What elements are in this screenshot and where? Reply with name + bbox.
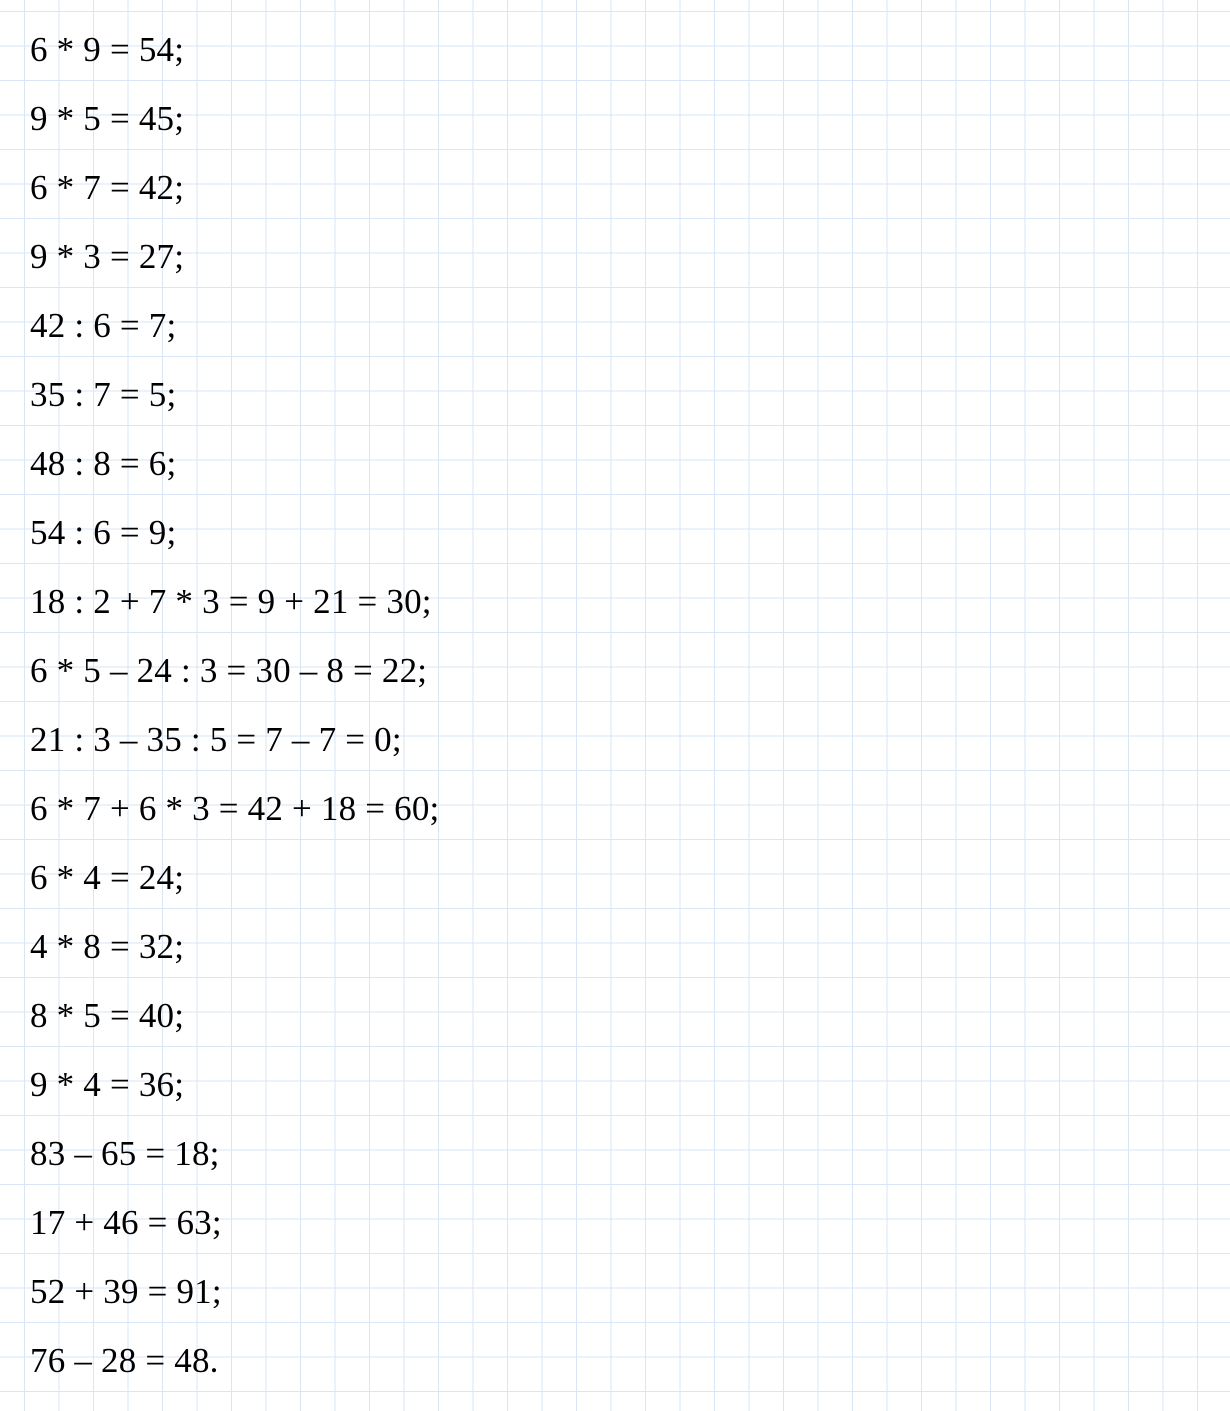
- equation-line: 4 * 8 = 32;: [30, 927, 185, 966]
- equation-line: 6 * 9 = 54;: [30, 30, 185, 69]
- equation-line: 35 : 7 = 5;: [30, 375, 177, 414]
- equation-line: 8 * 5 = 40;: [30, 996, 185, 1035]
- equation-line: 9 * 3 = 27;: [30, 237, 185, 276]
- equation-list: [30, 26, 1200, 1406]
- equation-line: 52 + 39 = 91;: [30, 1272, 222, 1311]
- equation-line: 83 – 65 = 18;: [30, 1134, 220, 1173]
- equation-line: 9 * 4 = 36;: [30, 1065, 185, 1104]
- equation-line: 21 : 3 – 35 : 5 = 7 – 7 = 0;: [30, 720, 402, 759]
- equation-line: 76 – 28 = 48.: [30, 1341, 219, 1380]
- equation-line: 54 : 6 = 9;: [30, 513, 177, 552]
- equation-line: 17 + 46 = 63;: [30, 1203, 222, 1242]
- equation-line: 6 * 7 + 6 * 3 = 42 + 18 = 60;: [30, 789, 440, 828]
- equation-line: 6 * 4 = 24;: [30, 858, 185, 897]
- equation-line: 6 * 5 – 24 : 3 = 30 – 8 = 22;: [30, 651, 428, 690]
- equation-line: 42 : 6 = 7;: [30, 306, 177, 345]
- equation-line: 48 : 8 = 6;: [30, 444, 177, 483]
- equation-line: 6 * 7 = 42;: [30, 168, 185, 207]
- equation-line: 9 * 5 = 45;: [30, 99, 185, 138]
- equation-line: 18 : 2 + 7 * 3 = 9 + 21 = 30;: [30, 582, 432, 621]
